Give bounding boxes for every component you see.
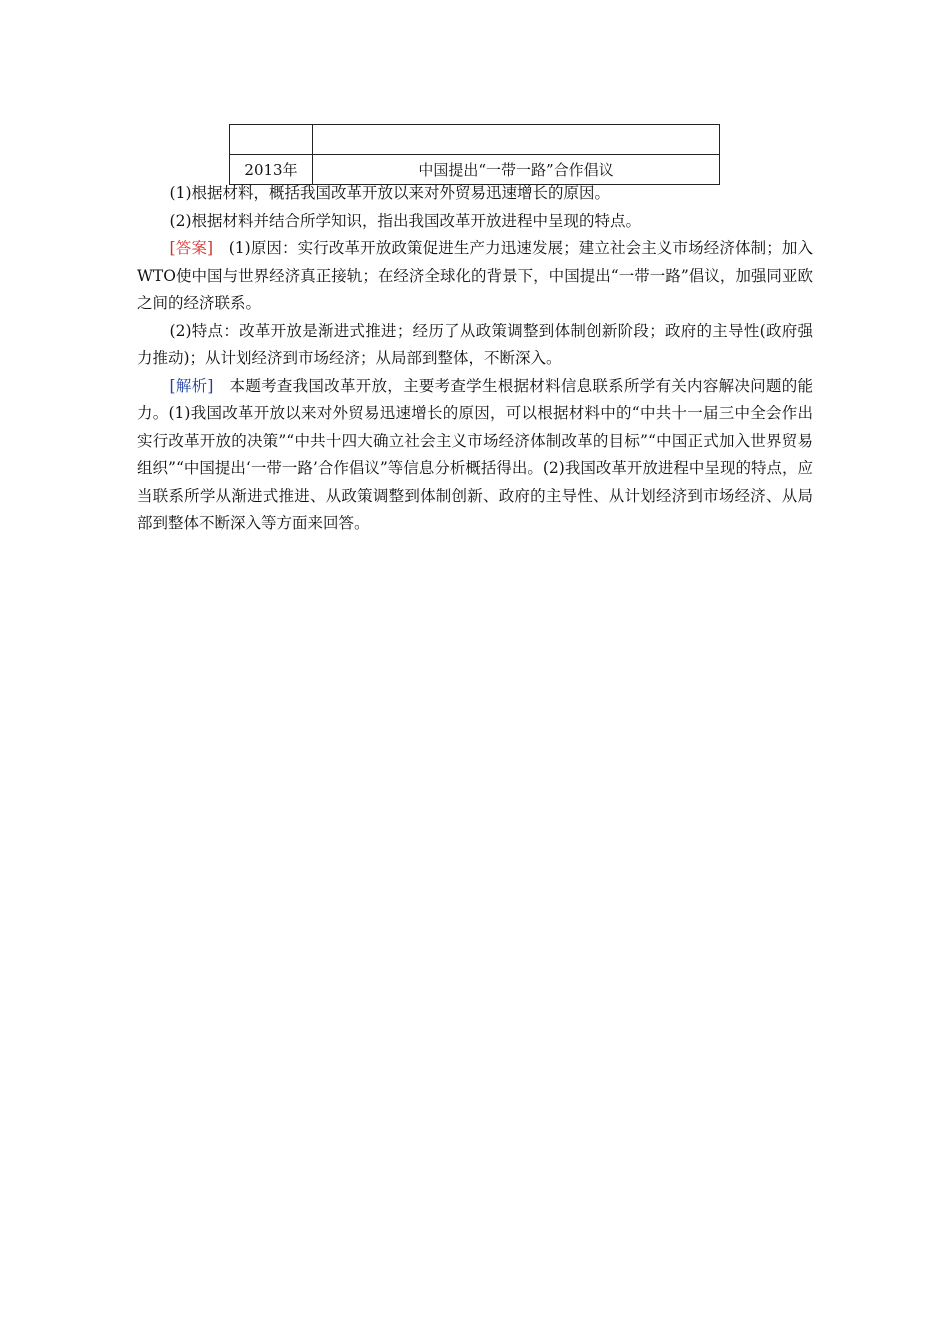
table-cell-year: 2013年 — [230, 155, 313, 185]
table-row — [230, 125, 720, 155]
answer-part-1: (1)原因：实行改革开放政策促进生产力迅速发展；建立社会主义市场经济体制；加入WTO使中国与世界经济真正接轨；在经济全球化的背景下，中国提出“一带一路”倡议，加强同亚欧之间的经济联系。 — [137, 239, 813, 312]
table-cell-year — [230, 125, 313, 155]
analysis-text: 本题考查我国改革开放，主要考查学生根据材料信息联系所学有关内容解决问题的能力。(1)我国改革开放以来对外贸易迅速增长的原因，可以根据材料中的“中共十一届三中全会作出实行改革开放的决策”“中共十四大确立社会主义市场经济体制改革的目标”“中国正式加入世界贸易组织”“中国提出‘一带一路’合作倡议”等信息分析概括得出。(2)我国改革开放进程中呈现的特点，应当联系所学从渐进式推进、从政策调整到体制创新、政府的主导性、从计划经济到市场经济、从局部到整体不断深入等方面来回答。 — [137, 376, 813, 532]
material-table — [229, 124, 720, 185]
answer-tag: [答案] — [169, 239, 213, 257]
answer-paragraph-2: (2)特点：改革开放是渐进式推进；经历了从政策调整到体制创新阶段；政府的主导性(政府强力推动)；从计划经济到市场经济；从局部到整体，不断深入。 — [137, 321, 813, 367]
question-2: (2)根据材料并结合所学知识，指出我国改革开放进程中呈现的特点。 — [169, 211, 642, 230]
question-1: (1)根据材料，概括我国改革开放以来对外贸易迅速增长的原因。 — [169, 184, 611, 202]
analysis-tag: [解析] — [169, 376, 214, 395]
document-body — [137, 180, 813, 538]
analysis-paragraph — [137, 373, 813, 538]
table-cell-event: 中国提出“一带一路”合作倡议 — [313, 155, 720, 185]
answer-paragraph-1 — [137, 235, 813, 318]
table-cell-event — [313, 125, 720, 155]
